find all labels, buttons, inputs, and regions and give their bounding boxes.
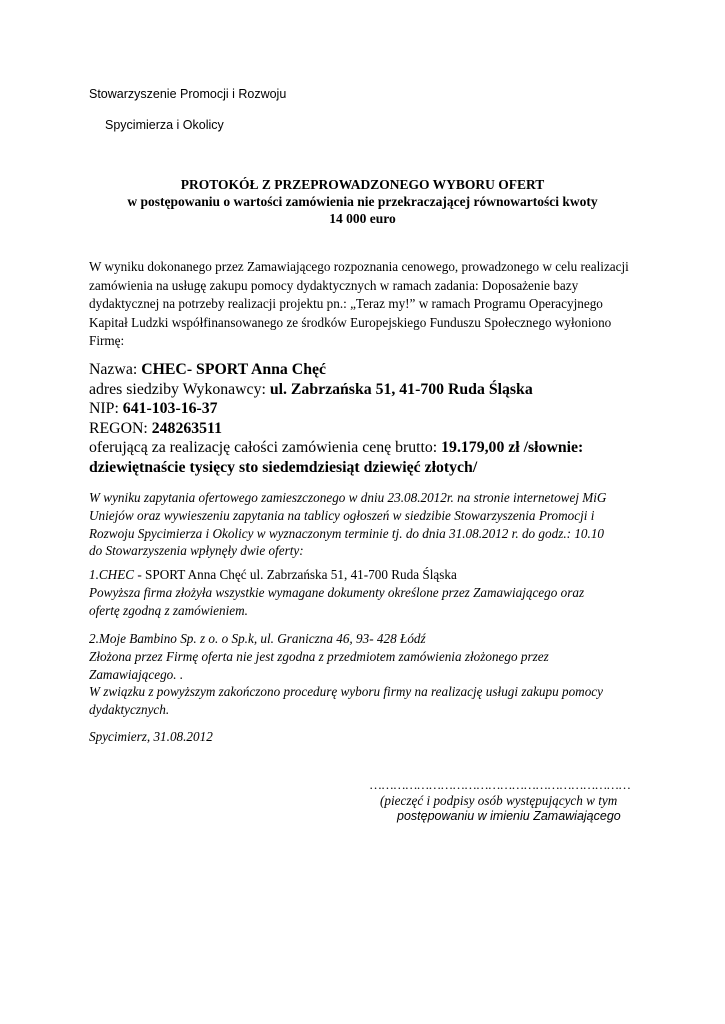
firm-price-label: oferującą za realizację całości zamówienia cenę brutto:	[89, 439, 442, 456]
intro-line: W wyniku dokonanego przez Zamawiającego rozpoznania cenowego, prowadzonego w celu realizacji	[89, 259, 629, 274]
intro-line: Kapitał Ludzki współfinansowanego ze środków Europejskiego Funduszu Społecznego wyłoniono	[89, 314, 612, 330]
offer-2-block	[89, 630, 669, 719]
firm-name-row	[89, 360, 689, 380]
firm-address-value: ul. Zabrzańska 51, 41-700 Ruda Śląska	[269, 380, 533, 398]
offer-2-note: Złożona przez Firmę oferta nie jest zgodna z przedmiotem zamówienia złożonego przez	[89, 648, 549, 664]
inquiry-line: do Stowarzyszenia wpłynęły dwie oferty:	[89, 543, 304, 559]
organization-name-line2: Spycimierza i Okolicy	[105, 118, 224, 132]
firm-regon-value: 248263511	[151, 419, 222, 437]
intro-line: dydaktycznej na potrzeby realizacji projektu pn.: „Teraz my!” w ramach Programu Operacyjnego	[89, 296, 603, 311]
document-subtitle-amount: 14 000 euro	[329, 211, 396, 226]
offer-1-number: 1.CHEC	[89, 567, 135, 582]
inquiry-line: W wyniku zapytania ofertowego zamieszczonego w dniu 23.08.2012r. na stronie internetowej MiG	[89, 490, 607, 505]
offer-1-block	[89, 566, 669, 619]
organization-name-line1: Stowarzyszenie Promocji i Rozwoju	[89, 87, 287, 101]
selected-firm-block	[89, 360, 689, 477]
signature-line: …………………………………………………………	[370, 777, 631, 792]
offer-1-firm: - SPORT Anna Chęć ul. Zabrzańska 51, 41-700 Ruda Śląska	[134, 567, 457, 582]
offer-2-heading: 2.Moje Bambino Sp. z o. o Sp.k, ul. Graniczna 46, 93- 428 Łódź	[89, 631, 426, 646]
intro-paragraph	[89, 258, 649, 351]
firm-regon-label: REGON:	[89, 419, 152, 437]
firm-price-row	[89, 438, 689, 458]
signature-caption-line1: (pieczęć i podpisy osób występujących w tym	[380, 793, 618, 808]
firm-price-words: dziewiętnaście tysięcy sto siedemdziesiąt dziewięć złotych/	[89, 458, 478, 476]
offer-2-note: Zamawiającego. .	[89, 666, 184, 682]
offer-1-note: ofertę zgodną z zamówieniem.	[89, 602, 248, 618]
firm-nip-label: NIP:	[89, 400, 123, 417]
conclusion-line: W związku z powyższym zakończono procedurę wyboru firmy na realizację usługi zakupu pomocy	[89, 684, 604, 700]
offer-1-note: Powyższa firma złożyła wszystkie wymagane dokumenty określone przez Zamawiającego oraz	[89, 584, 585, 600]
firm-address-label: adres siedziby Wykonawcy:	[89, 380, 270, 398]
firm-price-words-row	[89, 458, 689, 478]
intro-line: Firmę:	[89, 333, 125, 348]
document-subtitle: w postępowaniu o wartości zamówienia nie przekraczającej równowartości kwoty	[127, 194, 598, 209]
firm-regon-row	[89, 419, 689, 439]
document-title: PROTOKÓŁ Z PRZEPROWADZONEGO WYBORU OFERT	[180, 177, 545, 192]
inquiry-line: Rozwoju Spycimierza i Okolicy w wyznaczonym terminie tj. do dnia 31.08.2012 r. do godz.: 10.10	[89, 525, 605, 541]
firm-name-value: CHEC- SPORT Anna Chęć	[141, 361, 326, 378]
place-date-text: Spycimierz, 31.08.2012	[89, 729, 213, 744]
firm-nip-value: 641-103-16-37	[122, 400, 218, 417]
firm-price-value: 19.179,00 zł /słownie:	[441, 439, 584, 456]
signature-caption-line2: postępowaniu w imieniu Zamawiającego	[397, 809, 621, 823]
place-and-date	[89, 728, 669, 746]
firm-address-row	[89, 380, 689, 400]
inquiry-line: Uniejów oraz wywieszeniu zapytania na tablicy ogłoszeń w siedzibie Stowarzyszenia Promocji i	[89, 507, 595, 523]
inquiry-paragraph	[89, 489, 669, 560]
firm-name-label: Nazwa:	[89, 361, 142, 378]
conclusion-line: dydaktycznych.	[89, 702, 170, 718]
intro-line: zamówienia na usługę zakupu pomocy dydaktycznych w ramach zadania: Doposażenie bazy	[89, 277, 579, 293]
firm-nip-row	[89, 399, 689, 419]
offer-1-heading	[89, 566, 669, 584]
